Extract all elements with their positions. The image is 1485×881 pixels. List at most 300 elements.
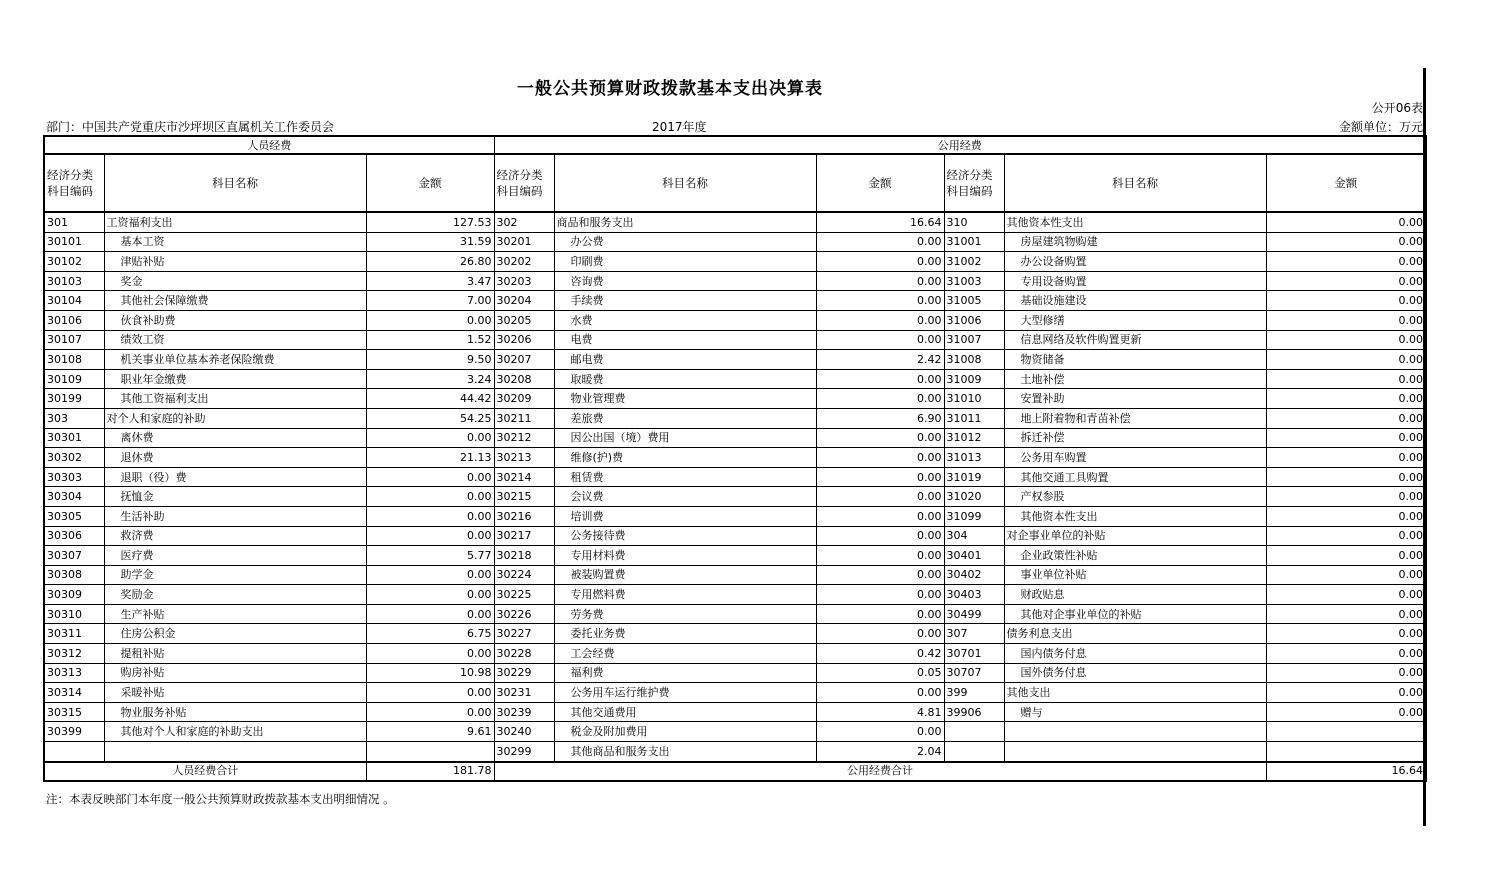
amount-cell: 2.04: [816, 742, 944, 762]
amount-cell: 31.59: [366, 232, 494, 252]
name-cell: 国外债务付息: [1004, 663, 1266, 683]
name-cell: 信息网络及软件购置更新: [1004, 330, 1266, 350]
code-cell: 30109: [44, 369, 104, 389]
name-cell: 地上附着物和青苗补偿: [1004, 408, 1266, 428]
amount-cell: 0.00: [1266, 232, 1426, 252]
name-cell: 大型修缮: [1004, 310, 1266, 330]
footnote: 注：本表反映部门本年度一般公共预算财政拨款基本支出明细情况 。: [46, 792, 395, 806]
table-row: [44, 722, 1426, 742]
name-cell: 邮电费: [554, 350, 816, 370]
code-cell: 31001: [944, 232, 1004, 252]
table-row: [44, 742, 1426, 762]
name-cell: 其他对个人和家庭的补助支出: [104, 722, 366, 742]
amount-cell: 0.00: [1266, 604, 1426, 624]
header-code-2: 经济分类科目编码: [494, 154, 554, 212]
code-cell: 30302: [44, 448, 104, 468]
amount-unit: 金额单位：万元: [1338, 120, 1423, 134]
amount-cell: 0.00: [816, 604, 944, 624]
amount-cell: 6.75: [366, 624, 494, 644]
code-cell: 31012: [944, 428, 1004, 448]
code-cell: 39906: [944, 702, 1004, 722]
header-code-1: 经济分类科目编码: [44, 154, 104, 212]
name-cell: 财政贴息: [1004, 585, 1266, 605]
fiscal-year: 2017年度: [652, 120, 707, 134]
code-cell: 30303: [44, 467, 104, 487]
code-cell: 30229: [494, 663, 554, 683]
table-row: [44, 408, 1426, 428]
amount-cell: 0.00: [1266, 585, 1426, 605]
amount-cell: 0.00: [1266, 350, 1426, 370]
amount-cell: 3.47: [366, 271, 494, 291]
header-amount-1: 金额: [366, 154, 494, 212]
amount-cell: 0.00: [816, 722, 944, 742]
public-total-label: 公用经费合计: [494, 762, 1266, 781]
name-cell: [1004, 742, 1266, 762]
table-row: [44, 604, 1426, 624]
code-cell: 30217: [494, 526, 554, 546]
name-cell: 企业政策性补贴: [1004, 546, 1266, 566]
amount-cell: 0.00: [1266, 702, 1426, 722]
code-cell: 30225: [494, 585, 554, 605]
amount-cell: 9.50: [366, 350, 494, 370]
name-cell: 税金及附加费用: [554, 722, 816, 742]
name-cell: 房屋建筑物购建: [1004, 232, 1266, 252]
personnel-total-label: 人员经费合计: [44, 762, 366, 781]
code-cell: 30309: [44, 585, 104, 605]
amount-cell: 0.00: [1266, 546, 1426, 566]
code-cell: 30209: [494, 389, 554, 409]
code-cell: 30106: [44, 310, 104, 330]
name-cell: 物业服务补贴: [104, 702, 366, 722]
amount-cell: 0.00: [366, 506, 494, 526]
name-cell: 咨询费: [554, 271, 816, 291]
amount-cell: 0.00: [1266, 428, 1426, 448]
code-cell: 31019: [944, 467, 1004, 487]
code-cell: 399: [944, 683, 1004, 703]
name-cell: 安置补助: [1004, 389, 1266, 409]
name-cell: 其他资本性支出: [1004, 212, 1266, 232]
name-cell: 水费: [554, 310, 816, 330]
name-cell: 维修(护)费: [554, 448, 816, 468]
table-row: [44, 585, 1426, 605]
amount-cell: 0.00: [366, 526, 494, 546]
code-cell: 310: [944, 212, 1004, 232]
name-cell: 基本工资: [104, 232, 366, 252]
code-cell: 30301: [44, 428, 104, 448]
code-cell: 31003: [944, 271, 1004, 291]
name-cell: 提租补贴: [104, 644, 366, 664]
code-cell: 31002: [944, 252, 1004, 272]
table-row: [44, 448, 1426, 468]
amount-cell: 4.81: [816, 702, 944, 722]
name-cell: 其他商品和服务支出: [554, 742, 816, 762]
code-cell: 31006: [944, 310, 1004, 330]
code-cell: 30305: [44, 506, 104, 526]
group-header-row: [44, 136, 1426, 154]
code-cell: 30239: [494, 702, 554, 722]
amount-cell: 0.00: [816, 252, 944, 272]
form-number: 公开06表: [1371, 101, 1423, 115]
name-cell: 其他交通费用: [554, 702, 816, 722]
name-cell: 办公费: [554, 232, 816, 252]
table-row: [44, 702, 1426, 722]
name-cell: [104, 742, 366, 762]
amount-cell: 0.00: [1266, 467, 1426, 487]
amount-cell: 5.77: [366, 546, 494, 566]
name-cell: 抚恤金: [104, 487, 366, 507]
code-cell: 30310: [44, 604, 104, 624]
code-cell: 30102: [44, 252, 104, 272]
name-cell: 其他对企事业单位的补贴: [1004, 604, 1266, 624]
name-cell: 专用设备购置: [1004, 271, 1266, 291]
table-row: [44, 350, 1426, 370]
code-cell: 30226: [494, 604, 554, 624]
table-row: [44, 526, 1426, 546]
name-cell: 培训费: [554, 506, 816, 526]
table-row: [44, 644, 1426, 664]
personnel-total-amount: 181.78: [366, 762, 494, 781]
code-cell: 30211: [494, 408, 554, 428]
amount-cell: 0.00: [1266, 448, 1426, 468]
code-cell: 31020: [944, 487, 1004, 507]
table-row: [44, 683, 1426, 703]
code-cell: 30707: [944, 663, 1004, 683]
table-row: [44, 369, 1426, 389]
name-cell: 住房公积金: [104, 624, 366, 644]
name-cell: 采暖补贴: [104, 683, 366, 703]
table-row: [44, 506, 1426, 526]
name-cell: 离休费: [104, 428, 366, 448]
group-personnel: 人员经费: [44, 136, 494, 154]
code-cell: 30311: [44, 624, 104, 644]
group-public: 公用经费: [494, 136, 1426, 154]
amount-cell: 0.00: [816, 330, 944, 350]
name-cell: 生活补助: [104, 506, 366, 526]
name-cell: 对企事业单位的补贴: [1004, 526, 1266, 546]
code-cell: 30306: [44, 526, 104, 546]
code-cell: 30216: [494, 506, 554, 526]
table-row: [44, 663, 1426, 683]
table-row: [44, 212, 1426, 232]
name-cell: [1004, 722, 1266, 742]
name-cell: 租赁费: [554, 467, 816, 487]
code-cell: 30214: [494, 467, 554, 487]
code-cell: [944, 722, 1004, 742]
code-cell: 307: [944, 624, 1004, 644]
expenditure-table: [43, 135, 1427, 782]
table-row: [44, 291, 1426, 311]
amount-cell: 0.00: [366, 428, 494, 448]
code-cell: 30228: [494, 644, 554, 664]
name-cell: 委托业务费: [554, 624, 816, 644]
amount-cell: 0.00: [1266, 212, 1426, 232]
code-cell: 30240: [494, 722, 554, 742]
amount-cell: [366, 742, 494, 762]
amount-cell: 0.00: [816, 369, 944, 389]
name-cell: 土地补偿: [1004, 369, 1266, 389]
name-cell: 其他工资福利支出: [104, 389, 366, 409]
amount-cell: 0.05: [816, 663, 944, 683]
amount-cell: 0.00: [816, 389, 944, 409]
code-cell: 30231: [494, 683, 554, 703]
amount-cell: 0.00: [1266, 526, 1426, 546]
table-row: [44, 624, 1426, 644]
code-cell: 30402: [944, 565, 1004, 585]
amount-cell: 0.00: [816, 565, 944, 585]
name-cell: 因公出国（境）费用: [554, 428, 816, 448]
code-cell: 30104: [44, 291, 104, 311]
amount-cell: 9.61: [366, 722, 494, 742]
name-cell: 商品和服务支出: [554, 212, 816, 232]
name-cell: 债务利息支出: [1004, 624, 1266, 644]
name-cell: 福利费: [554, 663, 816, 683]
amount-cell: [1266, 722, 1426, 742]
code-cell: 30107: [44, 330, 104, 350]
code-cell: 30224: [494, 565, 554, 585]
table-row: [44, 330, 1426, 350]
code-cell: 30204: [494, 291, 554, 311]
code-cell: 30499: [944, 604, 1004, 624]
amount-cell: 0.00: [1266, 506, 1426, 526]
name-cell: 会议费: [554, 487, 816, 507]
name-cell: 专用燃料费: [554, 585, 816, 605]
name-cell: 产权参股: [1004, 487, 1266, 507]
code-cell: 30199: [44, 389, 104, 409]
amount-cell: 0.00: [1266, 683, 1426, 703]
code-cell: 30202: [494, 252, 554, 272]
header-name-1: 科目名称: [104, 154, 366, 212]
name-cell: 职业年金缴费: [104, 369, 366, 389]
code-cell: [944, 742, 1004, 762]
code-cell: 30299: [494, 742, 554, 762]
amount-cell: 2.42: [816, 350, 944, 370]
code-cell: 30401: [944, 546, 1004, 566]
page-title: 一般公共预算财政拨款基本支出决算表: [517, 79, 823, 99]
amount-cell: 0.00: [816, 506, 944, 526]
name-cell: 机关事业单位基本养老保险缴费: [104, 350, 366, 370]
name-cell: 对个人和家庭的补助: [104, 408, 366, 428]
code-cell: 30212: [494, 428, 554, 448]
name-cell: 手续费: [554, 291, 816, 311]
name-cell: 退休费: [104, 448, 366, 468]
amount-cell: 0.00: [816, 487, 944, 507]
table-row: [44, 467, 1426, 487]
code-cell: 30315: [44, 702, 104, 722]
name-cell: 差旅费: [554, 408, 816, 428]
name-cell: 购房补贴: [104, 663, 366, 683]
table-row: [44, 389, 1426, 409]
code-cell: 303: [44, 408, 104, 428]
column-header-row: [44, 154, 1426, 212]
code-cell: 31005: [944, 291, 1004, 311]
code-cell: 31010: [944, 389, 1004, 409]
table-row: [44, 546, 1426, 566]
code-cell: 30208: [494, 369, 554, 389]
amount-cell: 0.00: [816, 310, 944, 330]
code-cell: 30207: [494, 350, 554, 370]
code-cell: 31008: [944, 350, 1004, 370]
amount-cell: 0.00: [1266, 624, 1426, 644]
amount-cell: 7.00: [366, 291, 494, 311]
code-cell: 30399: [44, 722, 104, 742]
name-cell: 伙食补助费: [104, 310, 366, 330]
name-cell: 公务用车运行维护费: [554, 683, 816, 703]
table-row: [44, 252, 1426, 272]
code-cell: 30108: [44, 350, 104, 370]
code-cell: 302: [494, 212, 554, 232]
header-amount-3: 金额: [1266, 154, 1426, 212]
code-cell: 31007: [944, 330, 1004, 350]
code-cell: 31099: [944, 506, 1004, 526]
amount-cell: 0.00: [816, 428, 944, 448]
code-cell: 30218: [494, 546, 554, 566]
table-row: [44, 565, 1426, 585]
table-row: [44, 232, 1426, 252]
amount-cell: 0.00: [1266, 310, 1426, 330]
amount-cell: 0.00: [816, 526, 944, 546]
name-cell: 奖励金: [104, 585, 366, 605]
amount-cell: 0.00: [1266, 252, 1426, 272]
name-cell: 公务接待费: [554, 526, 816, 546]
amount-cell: 0.00: [366, 487, 494, 507]
name-cell: 工资福利支出: [104, 212, 366, 232]
amount-cell: 0.00: [1266, 565, 1426, 585]
code-cell: 30101: [44, 232, 104, 252]
code-cell: 30701: [944, 644, 1004, 664]
public-total-amount: 16.64: [1266, 762, 1426, 781]
amount-cell: 0.00: [816, 448, 944, 468]
amount-cell: 0.00: [1266, 389, 1426, 409]
code-cell: 30215: [494, 487, 554, 507]
header-code-3: 经济分类科目编码: [944, 154, 1004, 212]
name-cell: 专用材料费: [554, 546, 816, 566]
name-cell: 津贴补贴: [104, 252, 366, 272]
amount-cell: 0.00: [816, 624, 944, 644]
name-cell: 奖金: [104, 271, 366, 291]
name-cell: 生产补贴: [104, 604, 366, 624]
table-row: [44, 271, 1426, 291]
amount-cell: 0.00: [366, 585, 494, 605]
code-cell: 30203: [494, 271, 554, 291]
amount-cell: 0.00: [816, 467, 944, 487]
amount-cell: 0.00: [366, 467, 494, 487]
code-cell: 30103: [44, 271, 104, 291]
amount-cell: 26.80: [366, 252, 494, 272]
amount-cell: 0.00: [366, 702, 494, 722]
name-cell: 电费: [554, 330, 816, 350]
amount-cell: 0.00: [816, 683, 944, 703]
amount-cell: 0.00: [1266, 330, 1426, 350]
name-cell: 赠与: [1004, 702, 1266, 722]
amount-cell: 0.00: [366, 310, 494, 330]
amount-cell: 0.00: [1266, 369, 1426, 389]
amount-cell: 0.00: [816, 585, 944, 605]
code-cell: 30205: [494, 310, 554, 330]
code-cell: 30312: [44, 644, 104, 664]
code-cell: 31009: [944, 369, 1004, 389]
name-cell: 退职（役）费: [104, 467, 366, 487]
code-cell: 30403: [944, 585, 1004, 605]
name-cell: 国内债务付息: [1004, 644, 1266, 664]
amount-cell: 16.64: [816, 212, 944, 232]
name-cell: 被装购置费: [554, 565, 816, 585]
amount-cell: [1266, 742, 1426, 762]
code-cell: 30308: [44, 565, 104, 585]
code-cell: 30314: [44, 683, 104, 703]
code-cell: 31013: [944, 448, 1004, 468]
name-cell: 其他资本性支出: [1004, 506, 1266, 526]
amount-cell: 0.00: [816, 232, 944, 252]
amount-cell: 44.42: [366, 389, 494, 409]
amount-cell: 0.00: [1266, 663, 1426, 683]
code-cell: 31011: [944, 408, 1004, 428]
header-name-3: 科目名称: [1004, 154, 1266, 212]
name-cell: 医疗费: [104, 546, 366, 566]
department-label: 部门：中国共产党重庆市沙坪坝区直属机关工作委员会: [46, 120, 335, 134]
name-cell: 救济费: [104, 526, 366, 546]
name-cell: 公务用车购置: [1004, 448, 1266, 468]
code-cell: 30313: [44, 663, 104, 683]
amount-cell: 0.00: [1266, 291, 1426, 311]
name-cell: 物业管理费: [554, 389, 816, 409]
code-cell: 30201: [494, 232, 554, 252]
amount-cell: 6.90: [816, 408, 944, 428]
name-cell: 物资储备: [1004, 350, 1266, 370]
amount-cell: 0.00: [1266, 408, 1426, 428]
amount-cell: 0.00: [1266, 644, 1426, 664]
code-cell: 30307: [44, 546, 104, 566]
name-cell: 其他支出: [1004, 683, 1266, 703]
name-cell: 取暖费: [554, 369, 816, 389]
amount-cell: 0.00: [366, 604, 494, 624]
name-cell: 其他社会保障缴费: [104, 291, 366, 311]
amount-cell: 0.00: [1266, 271, 1426, 291]
table-row: [44, 428, 1426, 448]
totals-row: [44, 762, 1426, 781]
amount-cell: 0.00: [366, 565, 494, 585]
amount-cell: 0.00: [816, 291, 944, 311]
code-cell: 30206: [494, 330, 554, 350]
amount-cell: 0.00: [1266, 487, 1426, 507]
table-row: [44, 310, 1426, 330]
amount-cell: 10.98: [366, 663, 494, 683]
amount-cell: 0.00: [816, 271, 944, 291]
code-cell: 301: [44, 212, 104, 232]
amount-cell: 0.00: [366, 644, 494, 664]
name-cell: 工会经费: [554, 644, 816, 664]
header-amount-2: 金额: [816, 154, 944, 212]
amount-cell: 0.00: [366, 683, 494, 703]
name-cell: 印刷费: [554, 252, 816, 272]
name-cell: 其他交通工具购置: [1004, 467, 1266, 487]
table-row: [44, 487, 1426, 507]
code-cell: 30304: [44, 487, 104, 507]
amount-cell: 54.25: [366, 408, 494, 428]
amount-cell: 0.00: [816, 546, 944, 566]
amount-cell: 21.13: [366, 448, 494, 468]
name-cell: 拆迁补偿: [1004, 428, 1266, 448]
name-cell: 绩效工资: [104, 330, 366, 350]
name-cell: 事业单位补贴: [1004, 565, 1266, 585]
header-name-2: 科目名称: [554, 154, 816, 212]
code-cell: [44, 742, 104, 762]
amount-cell: 0.42: [816, 644, 944, 664]
amount-cell: 1.52: [366, 330, 494, 350]
amount-cell: 127.53: [366, 212, 494, 232]
code-cell: 30213: [494, 448, 554, 468]
name-cell: 办公设备购置: [1004, 252, 1266, 272]
amount-cell: 3.24: [366, 369, 494, 389]
